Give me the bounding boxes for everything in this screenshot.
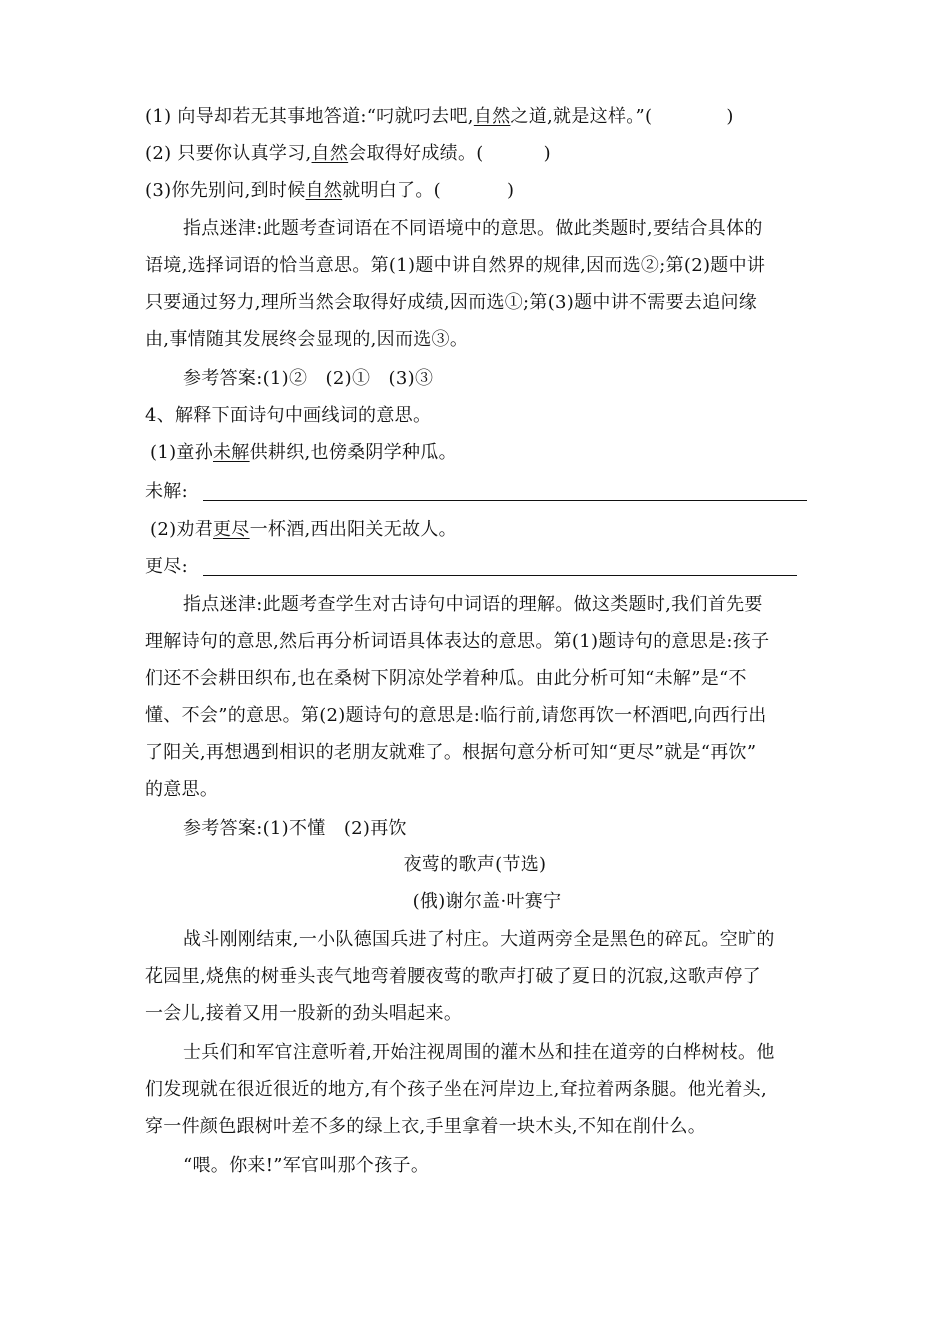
article-text: 们发现就在很近很近的地方,有个孩子坐在河岸边上,耷拉着两条腿。他光着头, (145, 1079, 767, 1100)
tip-line: 懂、不会”的意思。第(2)题诗句的意思是:临行前,请您再饮一杯酒吧,向西行出 (145, 705, 767, 726)
close-paren: ) (506, 180, 515, 201)
poem-text-post: 一杯酒,西出阳关无故人。 (249, 519, 457, 540)
tip-line: 理解诗句的意思,然后再分析词语具体表达的意思。第(1)题诗句的意思是:孩子 (145, 631, 770, 652)
underlined-word: 自然 (305, 180, 343, 201)
poem-text: (2)劝君 (150, 519, 213, 540)
article-text: 战斗刚刚结束,一小队德国兵进了村庄。大道两旁全是黑色的碎瓦。空旷的 (183, 929, 775, 950)
underlined-word: 更尽 (213, 519, 250, 540)
tip-line: 指点迷津:此题考查词语在不同语境中的意思。做此类题时,要结合具体的 (183, 218, 763, 239)
tip-line: 们还不会耕田织布,也在桑树下阴凉处学着种瓜。由此分析可知“未解”是“不 (145, 668, 747, 689)
tip-line: 指点迷津:此题考查学生对古诗句中词语的理解。做这类题时,我们首先要 (183, 594, 763, 615)
poem-text: (1)童孙 (150, 442, 213, 463)
article-author: (俄)谢尔盖·叶赛宁 (412, 891, 562, 912)
fill-in-line[interactable] (203, 500, 807, 501)
close-paren: ) (543, 143, 551, 164)
q3-item-2-text-post: 会取得好成绩。( (348, 143, 484, 164)
tip-line: 的意思。 (145, 779, 219, 800)
article-text: 一会儿,接着又用一股新的劲头唱起来。 (145, 1003, 463, 1024)
fill-label: 未解: (145, 481, 188, 502)
tip-line: 语境,选择词语的恰当意思。第(1)题中讲自然界的规律,因而选②;第(2)题中讲 (145, 255, 766, 276)
q3-item-1-text: (1) 向导却若无其事地答道:“叼就叼去吧, (145, 106, 474, 127)
q3-item-1-text-post: 之道,就是这样。”( (510, 106, 653, 127)
answer-line: 参考答案:(1)不懂 (2)再饮 (183, 818, 407, 839)
fill-label: 更尽: (145, 556, 188, 577)
q3-item-3-text: (3)你先别问,到时候 (145, 180, 306, 201)
underlined-word: 未解 (213, 442, 250, 463)
article-text: 士兵们和军官注意听着,开始注视周围的灌木丛和挂在道旁的白桦树枝。他 (183, 1042, 775, 1063)
q3-item-3 (145, 180, 514, 202)
q3-item-2-text: (2) 只要你认真学习, (145, 143, 312, 164)
poem-text-post: 供耕织,也傍桑阴学种瓜。 (249, 442, 457, 463)
q3-item-3-text-post: 就明白了。( (342, 180, 441, 201)
article-text: “喂。你来!”军官叫那个孩子。 (183, 1155, 430, 1176)
q3-item-1 (145, 106, 734, 128)
tip-line: 了阳关,再想遇到相识的老朋友就难了。根据句意分析可知“更尽”就是“再饮” (145, 742, 757, 763)
article-text: 穿一件颜色跟树叶差不多的绿上衣,手里拿着一块木头,不知在削什么。 (145, 1116, 707, 1137)
tip-line: 只要通过努力,理所当然会取得好成绩,因而选①;第(3)题中讲不需要去追问缘 (145, 292, 758, 313)
underlined-word: 自然 (473, 106, 511, 127)
poem-line-2 (150, 519, 457, 541)
q3-item-2 (145, 143, 551, 165)
tip-line: 由,事情随其发展终会显现的,因而选③。 (145, 329, 469, 350)
underlined-word: 自然 (311, 143, 349, 164)
answer-line: 参考答案:(1)② (2)① (3)③ (183, 368, 434, 389)
close-paren: ) (726, 106, 734, 127)
question-heading: 4、解释下面诗句中画线词的意思。 (145, 405, 432, 426)
poem-line-1 (150, 442, 457, 464)
fill-in-line[interactable] (203, 575, 797, 576)
article-title: 夜莺的歌声(节选) (403, 854, 547, 875)
article-text: 花园里,烧焦的树垂头丧气地弯着腰夜莺的歌声打破了夏日的沉寂,这歌声停了 (145, 966, 761, 987)
